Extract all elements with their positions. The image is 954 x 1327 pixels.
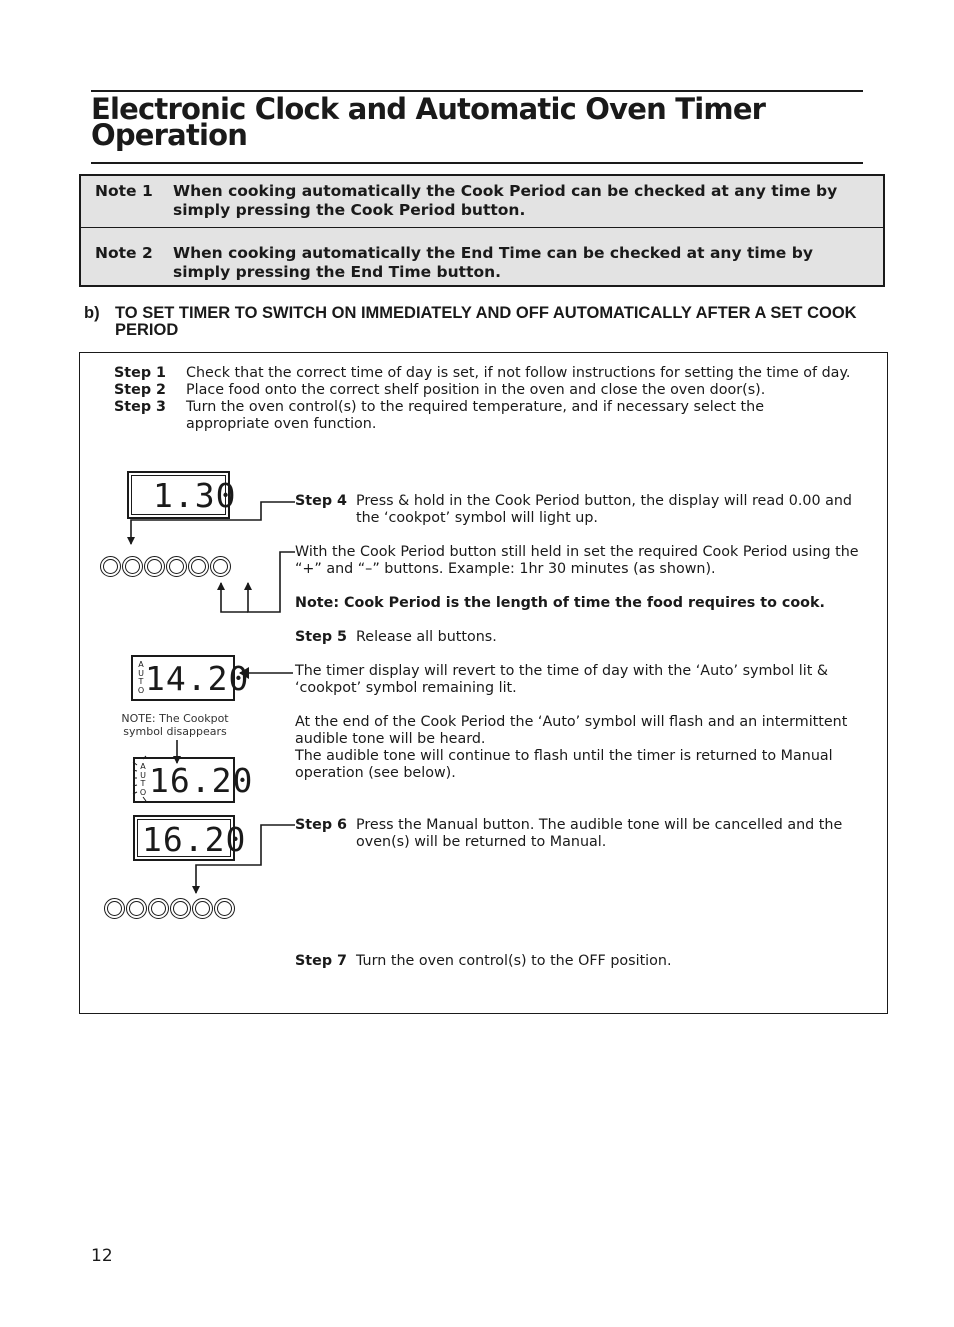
step-7-label: Step 7 [295, 953, 347, 969]
step-6-label: Step 6 [295, 817, 347, 833]
page-number: 12 [91, 1246, 113, 1266]
display-digits: 1.30 [153, 476, 237, 515]
auto-letter: A [140, 762, 146, 771]
flash-marks [133, 756, 146, 801]
audible-tone-text: The audible tone will continue to flash until the timer is returned to Manual operation (see below). [295, 748, 833, 781]
step-3-text: Turn the oven control(s) to the required temperature, and if necessary select the appropriate oven function. [186, 399, 765, 432]
display-digits: 14.20 [145, 659, 250, 698]
step-5-text: Release all buttons. [356, 629, 497, 645]
step-6-connector [196, 825, 295, 893]
plus-minus-connector [248, 552, 295, 612]
step-1-label: Step 1 [114, 365, 166, 381]
step-4-label: Step 4 [295, 493, 347, 509]
note-1-label: Note 1 [95, 182, 153, 200]
auto-letter: O [139, 787, 147, 797]
note-2-text: When cooking automatically the End Time can be checked at any time by simply pressing the End Time button. [173, 244, 813, 281]
step-6-text: Press the Manual button. The audible tone will be cancelled and the oven(s) will be returned to Manual. [356, 817, 843, 850]
note-2-label: Note 2 [95, 244, 153, 262]
auto-letter: T [138, 677, 144, 686]
step-3-label: Step 3 [114, 399, 166, 415]
step-4-continued-text: With the Cook Period button still held in set the required Cook Period using the “+” and “–” buttons. Example: 1hr 30 minutes (as shown). [295, 544, 859, 577]
auto-letter: U [140, 770, 146, 780]
section-marker: b) [84, 304, 100, 322]
step-4-connector [131, 502, 295, 544]
auto-letter: T [140, 779, 146, 788]
step-1-text: Check that the correct time of day is set, if not follow instructions for setting the time of day. [186, 365, 851, 381]
revert-text: The timer display will revert to the time of day with the ‘Auto’ symbol lit & ‘cookpot’ symbol remaining lit. [295, 663, 829, 696]
step-7-text: Turn the oven control(s) to the OFF position. [356, 953, 672, 969]
auto-letter: A [138, 660, 144, 669]
plus-minus-connector-2 [221, 583, 248, 612]
step-2-label: Step 2 [114, 382, 166, 398]
auto-letter: O [137, 685, 145, 695]
display-digits: 16.20 [149, 761, 254, 800]
step-5-label: Step 5 [295, 629, 347, 645]
note-1-text: When cooking automatically the Cook Period can be checked at any time by simply pressing the Cook Period button. [173, 182, 838, 219]
auto-letter: U [138, 668, 144, 678]
section-heading-text: TO SET TIMER TO SWITCH ON IMMEDIATELY AND OFF AUTOMATICALLY AFTER A SET COOK PERIOD [115, 304, 857, 339]
step-4-text: Press & hold in the Cook Period button, the display will read 0.00 and the ‘cookpot’ symbol will light up. [356, 493, 853, 526]
step-2-text: Place food onto the correct shelf position in the oven and close the oven door(s). [186, 382, 766, 398]
cookpot-disappears-note: NOTE: The Cookpot symbol disappears [121, 712, 229, 738]
cook-period-note: Note: Cook Period is the length of time the food requires to cook. [295, 595, 825, 611]
page-title: Electronic Clock and Automatic Oven Timer Operation [91, 92, 766, 152]
end-of-cook-text: At the end of the Cook Period the ‘Auto’ symbol will flash and an intermittent audible tone will be heard. [295, 714, 848, 747]
display-digits: 16.20 [142, 820, 247, 859]
